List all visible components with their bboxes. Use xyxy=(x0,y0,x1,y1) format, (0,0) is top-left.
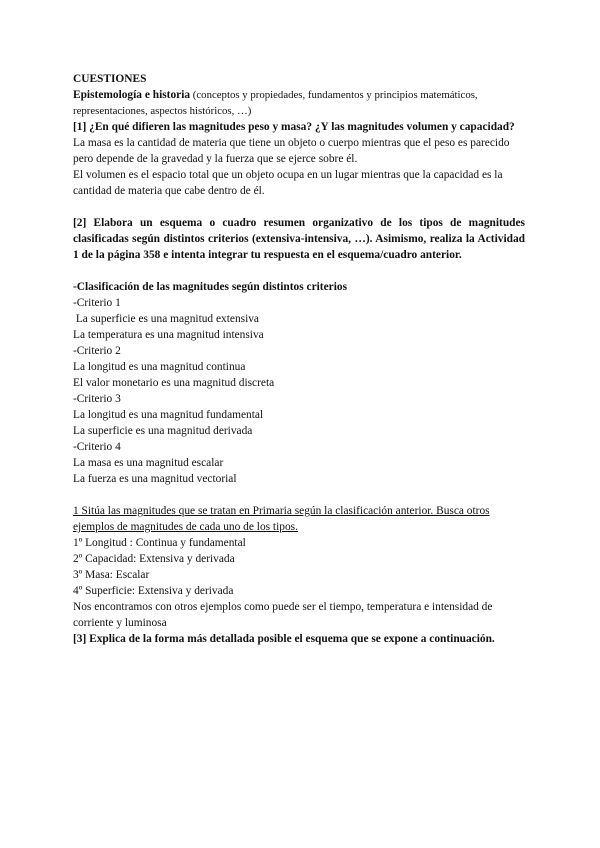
document-page xyxy=(73,71,525,647)
section-intro xyxy=(73,87,525,119)
question-3: [3] Explica de la forma más detallada posible el esquema que se expone a continuación. xyxy=(73,633,495,645)
answer-1-volume-capacity: El volumen es el espacio total que un objeto ocupa en un lugar mientras que la capacidad es la cantidad de materia que cabe dentro de él. xyxy=(73,169,503,197)
activity-item: 2º Capacidad: Extensiva y derivada xyxy=(73,553,235,565)
classification-line: -Criterio 1 xyxy=(73,297,121,309)
classification-line: La longitud es una magnitud continua xyxy=(73,361,246,373)
classification-line: La longitud es una magnitud fundamental xyxy=(73,409,264,421)
classification-line: La fuerza es una magnitud vectorial xyxy=(73,473,237,485)
question-1: [1] ¿En qué difieren las magnitudes peso y masa? ¿Y las magnitudes volumen y capacidad? xyxy=(73,121,515,133)
classification-line: La masa es una magnitud escalar xyxy=(73,457,224,469)
classification-line: -Criterio 3 xyxy=(73,393,121,405)
question-2: [2] Elabora un esquema o cuadro resumen organizativo de los tipos de magnitudes clasificadas según distintos criterios (extensiva-intensiva, …). Asimismo, realiza la Actividad 1 de la página 358 e intenta integrar tu respuesta en el esquema/cuadro anterior. xyxy=(73,217,525,261)
classification-title: -Clasificación de las magnitudes según distintos criterios xyxy=(73,281,348,293)
classification-line: El valor monetario es una magnitud discreta xyxy=(73,377,275,389)
answer-1-mass-weight: La masa es la cantidad de materia que tiene un objeto o cuerpo mientras que el peso es parecido pero depende de la gravedad y la fuerza que se ejerce sobre él. xyxy=(73,137,510,165)
section-title: Epistemología e historia xyxy=(73,89,191,101)
activity-1-prompt: 1 Sitúa las magnitudes que se tratan en Primaria según la clasificación anterior. Busca otros ejemplos de magnitudes de cada uno de los tipos. xyxy=(73,505,490,533)
classification-line: La superficie es una magnitud extensiva xyxy=(73,313,259,325)
activity-1-list xyxy=(73,535,525,599)
activity-item: 3º Masa: Escalar xyxy=(73,569,150,581)
section-description: (conceptos y propiedades, fundamentos y principios matemáticos, representaciones, aspectos históricos, …) xyxy=(73,89,478,117)
classification-line: La temperatura es una magnitud intensiva xyxy=(73,329,264,341)
activity-item: 1º Longitud : Continua y fundamental xyxy=(73,537,246,549)
activity-1-closing: Nos encontramos con otros ejemplos como puede ser el tiempo, temperatura e intensidad de corriente y luminosa xyxy=(73,601,493,629)
classification-list xyxy=(73,295,525,487)
activity-item: 4º Superficie: Extensiva y derivada xyxy=(73,585,234,597)
classification-line: -Criterio 2 xyxy=(73,345,121,357)
classification-line: La superficie es una magnitud derivada xyxy=(73,425,253,437)
page-heading: CUESTIONES xyxy=(73,73,147,85)
classification-line: -Criterio 4 xyxy=(73,441,121,453)
